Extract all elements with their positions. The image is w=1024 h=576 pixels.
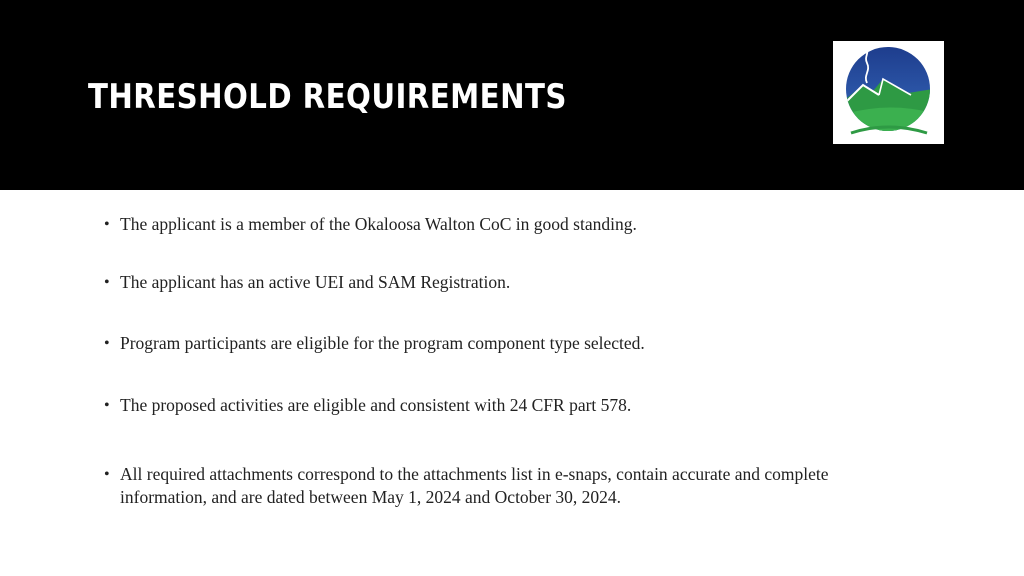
list-item-text: The applicant is a member of the Okaloosa Walton CoC in good standing. [120, 214, 637, 234]
bullet-dot-icon: • [104, 216, 110, 233]
bullet-dot-icon: • [104, 397, 110, 414]
bullet-dot-icon: • [104, 274, 110, 291]
list-item [104, 463, 864, 509]
list-item [104, 394, 864, 417]
list-item [104, 271, 864, 294]
list-item-text: Program participants are eligible for the program component type selected. [120, 333, 645, 353]
slide-header [0, 0, 1024, 190]
list-item [104, 332, 864, 355]
logo [833, 41, 944, 144]
list-item-text: The proposed activities are eligible and consistent with 24 CFR part 578. [120, 395, 632, 415]
bullet-dot-icon: • [104, 335, 110, 352]
list-item [104, 213, 864, 236]
coc-house-hill-logo-icon [833, 41, 944, 144]
list-item-text: All required attachments correspond to the attachments list in e-snaps, contain accurate and complete information, and are dated between May 1, 2024 and October 30, 2024. [120, 464, 829, 507]
bullet-dot-icon: • [104, 466, 110, 483]
slide-title: THRESHOLD REQUIREMENTS [88, 77, 567, 117]
list-item-text: The applicant has an active UEI and SAM Registration. [120, 272, 511, 292]
